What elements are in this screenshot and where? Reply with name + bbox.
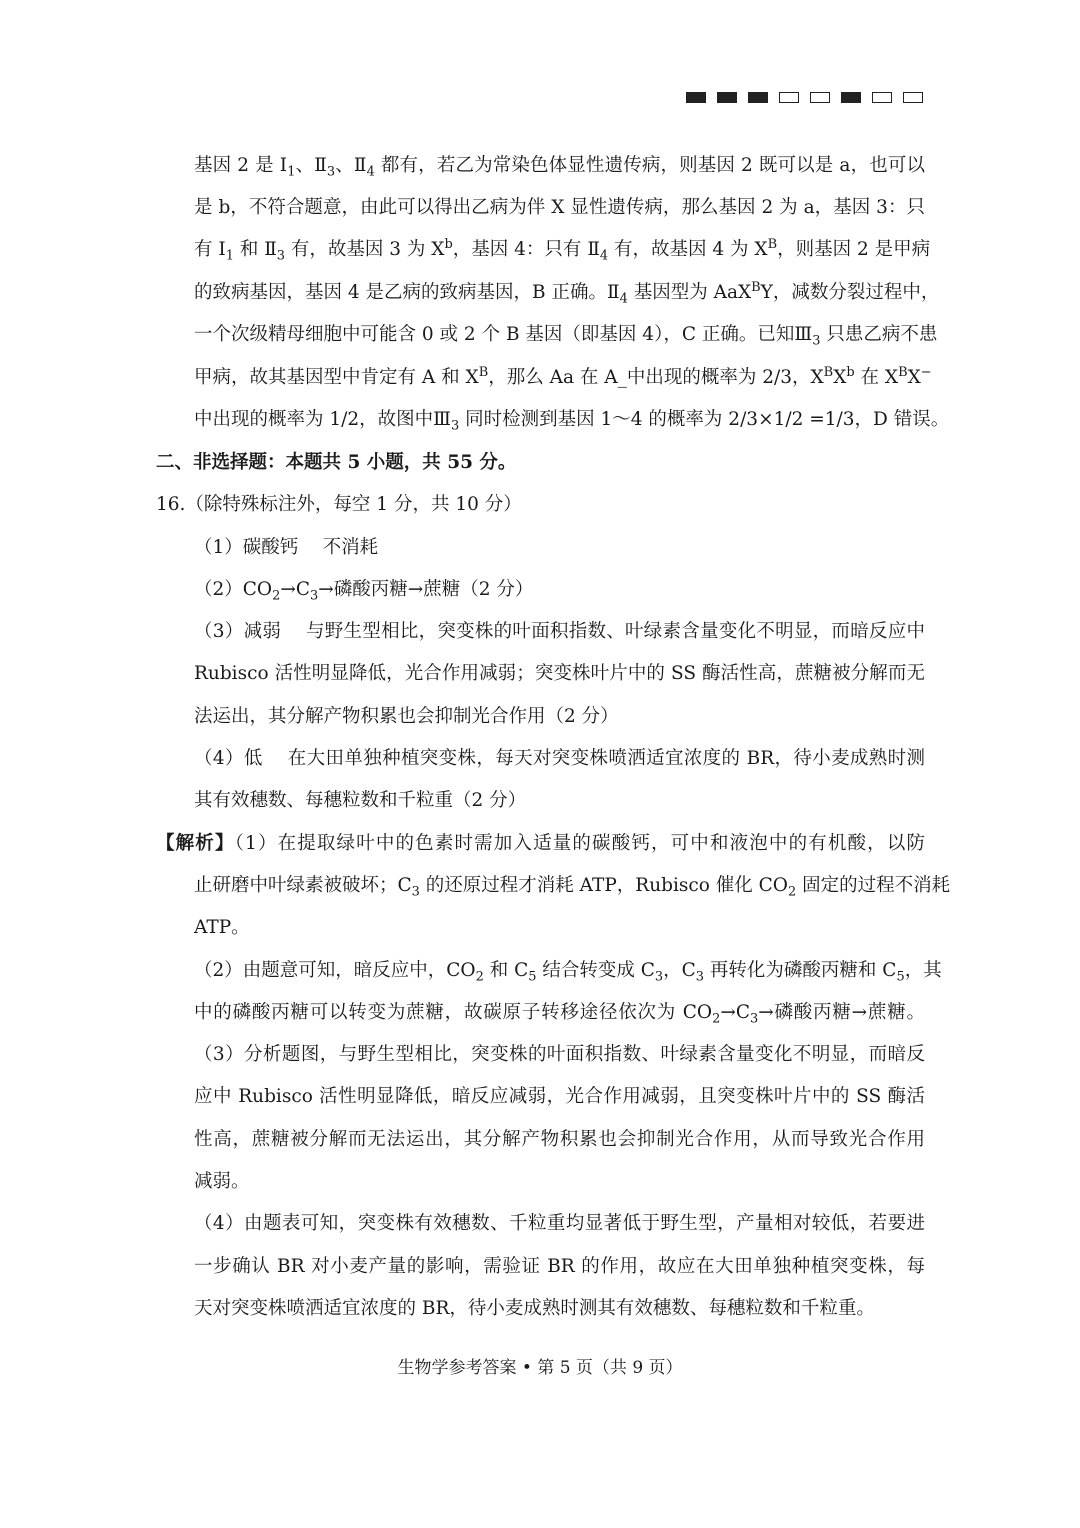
header-mark	[810, 92, 830, 103]
text-line: 其有效穗数、每穗粒数和千粒重（2 分）	[194, 790, 527, 811]
text-line: （4）由题表可知，突变株有效穗数、千粒重均显著低于野生型，产量相对较低，若要进	[194, 1213, 925, 1234]
text-line: （1）碳酸钙 不消耗	[194, 537, 379, 558]
text-line: 减弱。	[194, 1171, 250, 1192]
text-line: 性高，蔗糖被分解而无法运出，其分解产物积累也会抑制光合作用，从而导致光合作用	[194, 1129, 925, 1150]
text-line: 有 $Ⅰ_1$ 和 $Ⅱ_3$ 有，故基因 3 为 $X^b$，基因 4：只有 $Ⅱ_4$ 有，故基因 4 为 $X^B$，则基因 2 是甲病	[194, 236, 931, 264]
text-line: （2）由题意可知，暗反应中，$CO_2$ 和 $C_5$ 结合转变成 $C_3$，$C_3$ 再转化为磷酸丙糖和 $C_5$，其	[194, 960, 942, 985]
header-mark	[841, 92, 861, 103]
text-line: 止研磨中叶绿素被破坏；$C_3$ 的还原过程才消耗 ATP，Rubisco 催化 $CO_2$ 固定的过程不消耗	[194, 875, 951, 900]
header-mark	[779, 92, 799, 103]
text-line: （3）减弱 与野生型相比，突变株的叶面积指数、叶绿素含量变化不明显，而暗反应中	[194, 621, 925, 642]
text-line: 的致病基因，基因 4 是乙病的致病基因，B 正确。$Ⅱ_4$ 基因型为 AaX$^B$Y，减数分裂过程中，	[194, 279, 940, 307]
text-line: 一步确认 BR 对小麦产量的影响，需验证 BR 的作用，故应在大田单独种植突变株，每	[194, 1256, 925, 1277]
header-mark	[717, 92, 737, 103]
text-line: Rubisco 活性明显降低，光合作用减弱；突变株叶片中的 SS 酶活性高，蔗糖被分解而无	[194, 663, 925, 684]
text-line: 是 b，不符合题意，由此可以得出乙病为伴 X 显性遗传病，那么基因 2 为 a，基因 3：只	[194, 197, 925, 218]
text-line: $(2)CO_2\to C_3\to$磷酸丙糖→蔗糖（2 分）	[194, 579, 534, 604]
text-line: 一个次级精母细胞中可能含 0 或 2 个 B 基因（即基因 4），C 正确。已知$Ⅲ_3$ 只患乙病不患	[194, 324, 938, 349]
text-line: （3）分析题图，与野生型相比，突变株的叶面积指数、叶绿素含量变化不明显，而暗反	[194, 1044, 925, 1065]
page-footer: 生物学参考答案 • 第 5 页（共 9 页）	[397, 1358, 683, 1378]
text-line: 中的磷酸丙糖可以转变为蔗糖，故碳原子转移途径依次为 $CO_2\to C_3\to$磷酸丙糖→蔗糖。	[194, 1002, 925, 1027]
text-line: ATP。	[194, 917, 250, 938]
header-marks	[686, 92, 923, 103]
header-mark	[872, 92, 892, 103]
header-mark	[748, 92, 768, 103]
text-line: 应中 Rubisco 活性明显降低，暗反应减弱，光合作用减弱，且突变株叶片中的 SS 酶活	[194, 1086, 925, 1107]
header-mark	[903, 92, 923, 103]
text-line: （4）低 在大田单独种植突变株，每天对突变株喷洒适宜浓度的 BR，待小麦成熟时测	[194, 748, 925, 769]
header-mark	[686, 92, 706, 103]
text-line: 16.（除特殊标注外，每空 1 分，共 10 分）	[156, 494, 522, 515]
text-line: 【解析】（1）在提取绿叶中的色素时需加入适量的碳酸钙，可中和液泡中的有机酸，以防	[156, 833, 925, 854]
text-line: 二、非选择题：本题共 5 小题，共 55 分。	[156, 452, 517, 473]
text-line: 基因 2 是 $Ⅰ_1$、$Ⅱ_3$、$Ⅱ_4$ 都有，若乙为常染色体显性遗传病，则基因 2 既可以是 a，也可以	[194, 155, 925, 180]
text-line: 天对突变株喷洒适宜浓度的 BR，待小麦成熟时测其有效穗数、每穗粒数和千粒重。	[194, 1298, 875, 1319]
text-line: 甲病，故其基因型中肯定有 A 和 $X^B$，那么 Aa 在 A_中出现的概率为 2/3，$X^BX^b$ 在 $X^BX^-$	[194, 364, 932, 388]
text-line: 中出现的概率为 1/2，故图中$Ⅲ_3$ 同时检测到基因 1～4 的概率为 2/3×1/2 =1/3，D 错误。	[194, 409, 950, 434]
text-line: 法运出，其分解产物积累也会抑制光合作用（2 分）	[194, 706, 619, 727]
